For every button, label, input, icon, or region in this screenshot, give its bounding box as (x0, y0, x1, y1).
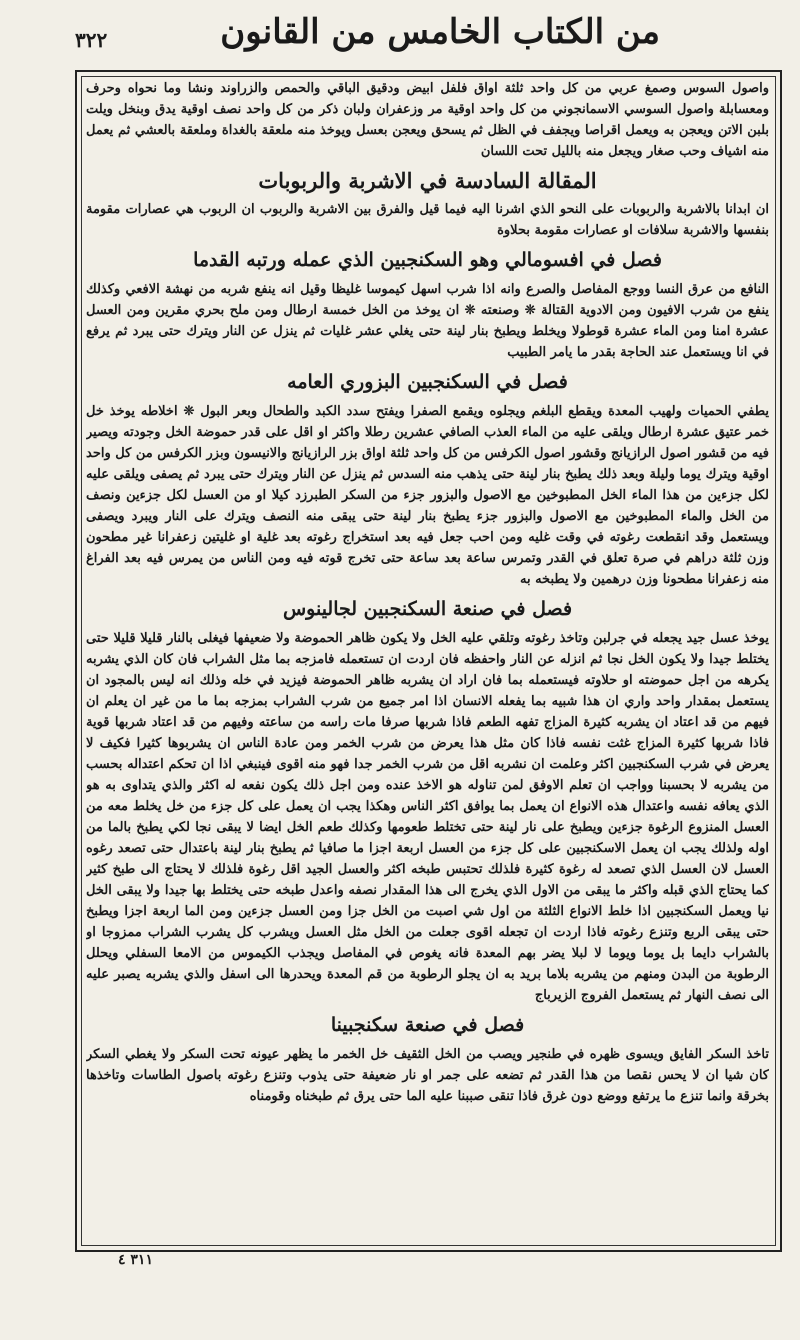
paragraph-section-1: النافع من عرق النسا ووجع المفاصل والصرع وانه اذا شرب اسهل كيموسا غليظا وقيل انه ينفع شربه من نهشة الافعي وكذلك ينفع من شرب الافيون ومن الادوية القتالة ❊ وصنعته ❊ ان يوخذ من الخل خمسة ارطال ومن ملح بحري مقرين ومن العسل عشرة امنا ومن الماء عشرة قوطولا ويخلط ويطبخ بنار لينة حتى يغلي عشر غليات ثم ينزل عن النار ويترك حتى يبرد ثم يرفع في انا ويستعمل عند الحاجة بقدر ما يامر الطبيب (86, 282, 769, 360)
page-number: ٣٢٢ (75, 28, 108, 52)
chapter-heading: المقالة السادسة في الاشربة والربوبات (258, 168, 597, 193)
page-body (86, 78, 769, 1243)
paragraph-section-4: تاخذ السكر الفايق ويسوى ظهره في طنجير ويصب من الخل الثقيف خل الخمر ما يظهر عيونه تحت السكر ولا يغطي السكر كان شيا ان لا يحس نقصا من هذا القدر ثم تضعه على جمر او نار ضعيفة حتى يذوب وتنزع رغوته باصول الطاسات وتاخذها بخرقة وانما تنزع ما يرتفع ووضع دون غرق فاذا تنقى صببنا عليه الما حتى يرق ثم طبخناه وقومناه (86, 1047, 769, 1104)
paragraph-section-2: يطفي الحميات ولهيب المعدة ويقطع البلغم ويجلوه ويقمع الصفرا ويفتح سدد الكبد والطحال وبعر البول ❊ اخلاطه يوخذ خل خمر عتيق عشرة ارطال ويلقى عليه من الماء العذب الصافي عشرين رطلا واكثر او اقل على قدر حموضة الخل وجودته ويصير فيه من قشور اصول الرازيانج وقشور اصول الكرفس من كل واحد ثلثة اواق بزر الرازيانج والانيسون وبزر الكرفس من كل واحد اوقية ويترك يوما وليلة وبعد ذلك يطبخ بنار لينة حتى يذهب منه السدس ثم ينزل عن النار ويترك حتى يبرد ثم يصفى ويلقى عليه لكل جزءين من هذا الماء الخل المطبوخين مع الاصول والبزور جزء من السكر الطبرزد كيلا او من العسل لكل جزءين ونصف من الخل والماء المطبوخين مع الاصول والبزور جزء يطبخ بنار لينة حتى يبقى منه النصف ويترك على النار ويبرد ويصفى ويستعمل وقد انقطعت رغوته في وقت غليه ومن احب جعل فيه بعد استخراج رغوته بعد غلية او غليتين زعفرانا غير مطحون وزن ثلثة دراهم في صرة تعلق في القدر وتمرس ساعة بعد ساعة حتى تخرج قوته فيه ومن الناس من يمرس فيه بعد الفراغ منه زعفرانا مطحونا وزن درهمين ولا يطبخه به (86, 404, 769, 587)
section-heading: فصل في صنعة السكنجبين لجالينوس (282, 598, 573, 620)
section-heading: فصل في صنعة سكنجبينا (330, 1014, 525, 1036)
section-heading: فصل في السكنجبين البزوري العامه (287, 371, 568, 393)
page-signature: ٣١١ ٤ (118, 1252, 153, 1268)
book-title: من الكتاب الخامس من القانون (220, 12, 660, 52)
paragraph-chapter-intro: ان ابدانا بالاشربة والربوبات على النحو الذي اشرنا اليه فيما قيل والفرق بين الاشربة والربوب ان الربوب هي عصارات مقومة بنفسها والاشربة سلافات او عصارات مقومة بحلاوة (86, 202, 769, 238)
page-header (60, 8, 780, 68)
section-heading: فصل في افسومالي وهو السكنجبين الذي عمله ورتبه القدما (193, 249, 662, 271)
paragraph-section-3: يوخذ عسل جيد يجعله في جرلبن وتاخذ رغوته وتلقي عليه الخل ولا يكون ظاهر الحموضة ولا ضعيفها فيغلى بالنار قليلا قليلا حتى يختلط جيدا ولا يكون الخل نجا ثم انزله عن النار واحفظه فان اردت ان تستعمله فامزجه بما مثل الشراب فان كان الذي يشربه يكرهه من اجل حموضته او حلاوته فيستعمله بما فان اراد ان يشربه ظاهر الحموضة فيزيد في خله وذلك انه ليس بالمجود ان يستعمل بمقدار واحد واري ان هذا شبيه بما يفعله الانسان اذا امر جميع من شرب الشراب بمزجه بما ما من غير ان يعلم ان فيهم من قد اعتاد ان يشربه كثيرة المزاج تفهه الطعم فاذا شربها صرفا مات راسه من ساعته وفيهم من قد اعتاد شربها قوية فاذا شربها كثيرة المزاج غثت نفسه فاذا كان مثل هذا يعرض من شرب الخمر ومن عادة الناس ان يشربوها كثيرا فكيف لا يعرض في شرب السكنجبين اكثر وعلمت ان نشربه اقل من شرب الخمر جدا فهو منه اقوى فينبغي اذا ان تحكم اعتداله بحسب من يشربه لا بحسبنا وواجب ان تعلم الاوفق لمن تناوله هو الاخذ عنده ومن اجل ذلك يكون نفعه له اكثر والذي يتداوى به هو الذي يعافه نفسه واعتدال هذه الانواع ان يعمل بما يوافق اكثر الناس وهكذا يجب ان يعمل على كل جزء من خل يخلط معه من العسل المنزوع الرغوة جزءين ويطبخ على نار لينة حتى تختلط طعومها وكذلك طعم الخل ايضا لا يبقى نجا لكي يطبخ بالما من اوله ولذلك يجب ان يعمل الاسكنجبين على كل جزء من العسل اربعة اجزا ما صافيا ثم يطبخ بنار لينة باعتدال حتى تصعد رغوه العسل لان العسل الذي تصعد له رغوة كثيرة فلذلك تحتبس طبخه اكثر والعسل الجيد اقل رغوة فلذلك لا يحتاج الى طبخ كثير كما يحتاج الذي قبله واكثر ما يبقى من الاول الذي يخرج الى هذا المقدار نصفه واعدل طبخه حتى يختلط بها جيدا ولا يبقى الخل نيا ويعمل السكنجبين اذا خلط الانواع الثلثة من اول شي اصبت من الخل جزا ومن العسل جزءين ومن الما اربعة اجزا ويطبخ حتى يبقى الربع وتنزع رغوته فاذا اردت ان تجعله اقوى جعلت من الخل مثل العسل ويشرب كل يشرب الشراب ممزوجا او بالشراب دايما بل يوما ويوما لا لبلا يضر بهم المعدة فانه يغوص في المفاصل ويجذب الكيموس من الامعا السفلي ويحلل الرطوبة من البدن ومنهم من يشربه بلاما بريد به ان يجلو الرطوبة من قم المعدة ويحدرها الى اسفل والذي يشربه يصبر عليه الى نصف النهار ثم يستعمل الفروج الزيرباج (86, 631, 769, 1003)
paragraph-intro: واصول السوس وصمغ عربي من كل واحد ثلثة اواق فلفل ابيض ودقيق الباقي والحمص والزراوند ونشا وما نحواه وحرف ومعسابلة واصول السوسي الاسمانجوني من كل واحد اوقية مر وزعفران ولبان ذكر من كل واحد نصف اوقية يدق وبنخل ويلت بلبن الاتن ويعجن به ويعمل اقراصا ويجفف في الظل ثم يسحق ويعجن بعسل ويوخذ منه ملعقة بالغداة وملعقة بالعشي ثم يعمل منه اشياف وحب صغار ويجعل منه بالليل تحت اللسان (86, 81, 769, 159)
